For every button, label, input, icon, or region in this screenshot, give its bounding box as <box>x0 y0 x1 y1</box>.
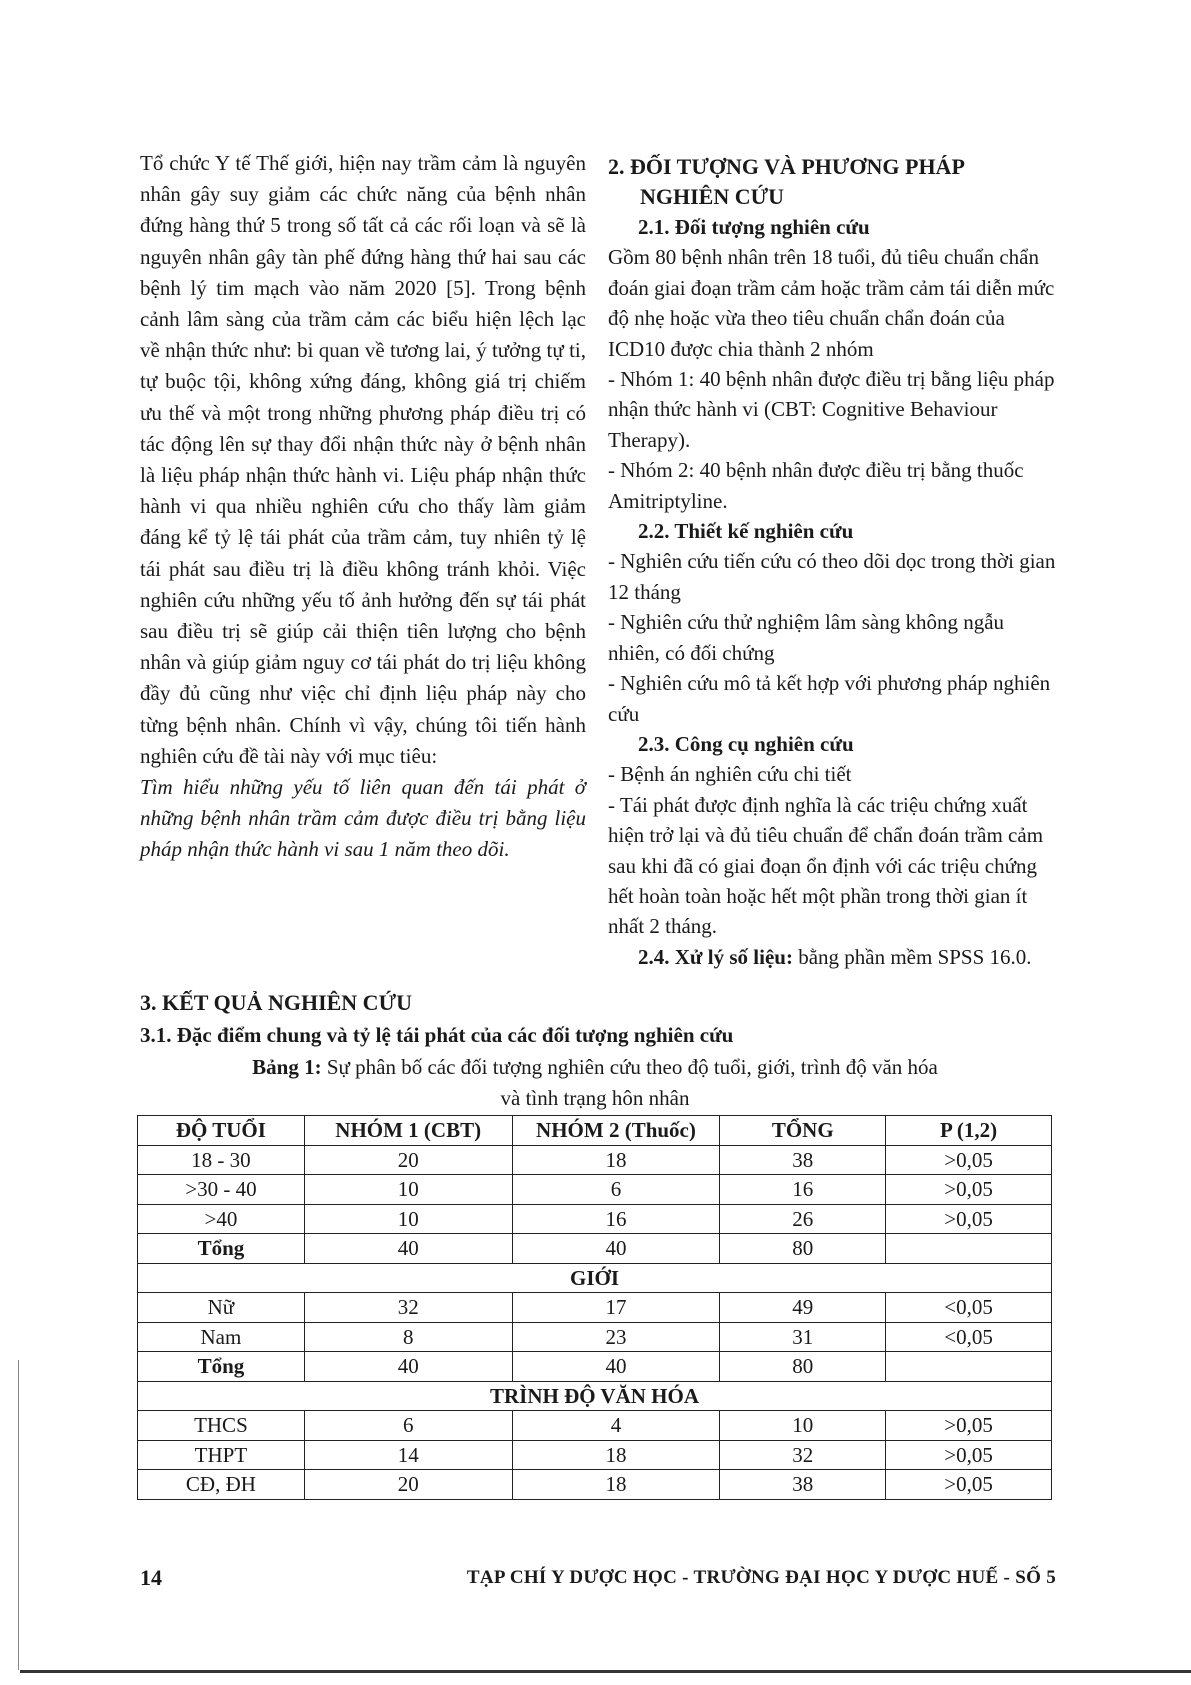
cell-p-value <box>886 1352 1052 1382</box>
cell-total: 32 <box>720 1440 886 1470</box>
section-2-title: 2. ĐỐI TƯỢNG VÀ PHƯƠNG PHÁP NGHIÊN CỨU <box>608 154 964 209</box>
design-item-1: - Nghiên cứu tiến cứu có theo dõi dọc trong thời gian 12 tháng <box>608 549 1056 604</box>
row-label: Tổng <box>138 1352 305 1382</box>
table-caption-line-1 <box>140 1052 1050 1083</box>
cell-p-value: >0,05 <box>886 1204 1052 1234</box>
cell-p-value: <0,05 <box>886 1322 1052 1352</box>
cell-total: 16 <box>720 1175 886 1205</box>
section-education: TRÌNH ĐỘ VĂN HÓA <box>138 1381 1052 1411</box>
row-label: THPT <box>138 1440 305 1470</box>
table-section-row <box>138 1263 1052 1293</box>
header-group-2: NHÓM 2 (Thuốc) <box>512 1116 720 1146</box>
cell-group-1: 8 <box>304 1322 512 1352</box>
subsection-2-1-body: Gồm 80 bệnh nhân trên 18 tuổi, đủ tiêu chuẩn chẩn đoán giai đoạn trầm cảm hoặc trầm cảm tái diễn mức độ nhẹ hoặc vừa theo tiêu chuẩn chẩn đoán của ICD10 được chia thành 2 nhóm <box>608 245 1055 361</box>
cell-group-1: 40 <box>304 1234 512 1264</box>
table-row <box>138 1293 1052 1323</box>
row-label: THCS <box>138 1411 305 1441</box>
table-caption-text: Sự phân bố các đối tượng nghiên cứu theo độ tuổi, giới, trình độ văn hóa <box>321 1055 938 1079</box>
cell-group-2: 4 <box>512 1411 720 1441</box>
row-label: >30 - 40 <box>138 1175 305 1205</box>
table-row <box>138 1322 1052 1352</box>
table-row <box>138 1411 1052 1441</box>
cell-group-2: 18 <box>512 1145 720 1175</box>
cell-group-1: 10 <box>304 1204 512 1234</box>
design-item-2: - Nghiên cứu thử nghiệm lâm sàng không ngẫu nhiên, có đối chứng <box>608 610 1005 665</box>
cell-group-1: 20 <box>304 1470 512 1500</box>
cell-group-2: 18 <box>512 1470 720 1500</box>
cell-total: 10 <box>720 1411 886 1441</box>
subsection-2-4-text: bằng phần mềm SPSS 16.0. <box>792 944 1032 969</box>
table-section-row <box>138 1381 1052 1411</box>
subsection-2-2-title: 2.2. Thiết kế nghiên cứu <box>638 519 854 544</box>
table-header-row <box>138 1116 1052 1146</box>
subsection-2-3-title: 2.3. Công cụ nghiên cứu <box>638 731 854 756</box>
cell-p-value: >0,05 <box>886 1440 1052 1470</box>
right-column <box>608 152 1056 972</box>
group-2-description: - Nhóm 2: 40 bệnh nhân được điều trị bằng thuốc Amitriptyline. <box>608 458 1024 513</box>
cell-group-1: 6 <box>304 1411 512 1441</box>
objective-paragraph: Tìm hiểu những yếu tố liên quan đến tái phát ở những bệnh nhân trầm cảm được điều trị bằng liệu pháp nhận thức hành vi sau 1 năm theo dõi. <box>140 775 586 862</box>
table-1-caption <box>140 1052 1050 1114</box>
cell-group-1: 10 <box>304 1175 512 1205</box>
design-item-3: - Nghiên cứu mô tả kết hợp với phương pháp nghiên cứu <box>608 671 1051 726</box>
cell-p-value: <0,05 <box>886 1293 1052 1323</box>
page-number: 14 <box>140 1565 162 1590</box>
header-age: ĐỘ TUỔI <box>138 1116 305 1146</box>
cell-p-value: >0,05 <box>886 1411 1052 1441</box>
table-row <box>138 1204 1052 1234</box>
row-label: >40 <box>138 1204 305 1234</box>
row-label: Nữ <box>138 1293 305 1323</box>
table-row-total <box>138 1352 1052 1382</box>
section-gender: GIỚI <box>138 1263 1052 1293</box>
intro-paragraph: Tổ chức Y tế Thế giới, hiện nay trầm cảm là nguyên nhân gây suy giảm các chức năng của bệnh nhân đứng hàng thứ 5 trong số tất cả các rối loạn và sẽ là nguyên nhân gây tàn phế đứng hàng thứ hai sau các bệnh lý tim mạch vào năm 2020 [5]. Trong bệnh cảnh lâm sàng của trầm cảm các biểu hiện lệch lạc về nhận thức như: bi quan về tương lai, ý tưởng tự ti, tự buộc tội, không xứng đáng, không giá trị chiếm ưu thế và một trong những phương pháp điều trị có tác động lên sự thay đổi nhận thức này ở bệnh nhân là liệu pháp nhận thức hành vi. Liệu pháp nhận thức hành vi qua nhiều nghiên cứu cho thấy làm giảm đáng kể tỷ lệ tái phát của trầm cảm, tuy nhiên tỷ lệ tái phát sau điều trị là điều không tránh khỏi. Việc nghiên cứu những yếu tố ảnh hưởng đến sự tái phát sau điều trị sẽ giúp cải thiện tiên lượng cho bệnh nhân và giúp giảm nguy cơ tái phát do trị liệu không đầy đủ cũng như việc chỉ định liệu pháp này cho từng bệnh nhân. Chính vì vậy, chúng tôi tiến hành nghiên cứu đề tài này với mục tiêu: <box>140 151 586 768</box>
row-label: 18 - 30 <box>138 1145 305 1175</box>
row-label: CĐ, ĐH <box>138 1470 305 1500</box>
table-row-total <box>138 1234 1052 1264</box>
table-caption-line-2: và tình trạng hôn nhân <box>500 1086 690 1110</box>
cell-group-2: 18 <box>512 1440 720 1470</box>
cell-group-2: 16 <box>512 1204 720 1234</box>
row-label: Tổng <box>138 1234 305 1264</box>
cell-total: 38 <box>720 1145 886 1175</box>
subsection-2-4-label: 2.4. Xử lý số liệu: <box>638 944 793 969</box>
cell-group-2: 23 <box>512 1322 720 1352</box>
cell-p-value: >0,05 <box>886 1145 1052 1175</box>
group-1-description: - Nhóm 1: 40 bệnh nhân được điều trị bằng liệu pháp nhận thức hành vi (CBT: Cognitive Behaviour Therapy). <box>608 367 1055 452</box>
cell-total: 80 <box>720 1234 886 1264</box>
cell-group-1: 14 <box>304 1440 512 1470</box>
tool-item-2: - Tái phát được định nghĩa là các triệu chứng xuất hiện trở lại và đủ tiêu chuẩn để chẩn đoán trầm cảm sau khi đã có giai đoạn ổn định với các triệu chứng hết hoàn toàn hoặc hết một phần trong thời gian ít nhất 2 tháng. <box>608 792 1044 939</box>
left-column <box>140 148 586 866</box>
table-row <box>138 1175 1052 1205</box>
cell-total: 31 <box>720 1322 886 1352</box>
tool-item-1: - Bệnh án nghiên cứu chi tiết <box>608 762 852 787</box>
header-p-value: P (1,2) <box>886 1116 1052 1146</box>
cell-group-2: 40 <box>512 1352 720 1382</box>
cell-group-2: 40 <box>512 1234 720 1264</box>
cell-total: 38 <box>720 1470 886 1500</box>
cell-group-1: 32 <box>304 1293 512 1323</box>
table-row <box>138 1440 1052 1470</box>
table-1 <box>137 1115 1052 1500</box>
table-row <box>138 1470 1052 1500</box>
cell-group-2: 17 <box>512 1293 720 1323</box>
cell-total: 80 <box>720 1352 886 1382</box>
cell-group-2: 6 <box>512 1175 720 1205</box>
cell-total: 26 <box>720 1204 886 1234</box>
header-total: TỔNG <box>720 1116 886 1146</box>
cell-total: 49 <box>720 1293 886 1323</box>
section-3-title: 3. KẾT QUẢ NGHIÊN CỨU <box>140 990 412 1015</box>
cell-p-value: >0,05 <box>886 1175 1052 1205</box>
cell-p-value: >0,05 <box>886 1470 1052 1500</box>
journal-title: TẠP CHÍ Y DƯỢC HỌC - TRƯỜNG ĐẠI HỌC Y DƯỢC HUẾ - SỐ 5 <box>466 1567 1056 1588</box>
row-label: Nam <box>138 1322 305 1352</box>
cell-group-1: 40 <box>304 1352 512 1382</box>
cell-p-value <box>886 1234 1052 1264</box>
header-group-1: NHÓM 1 (CBT) <box>304 1116 512 1146</box>
subsection-3-1-title: 3.1. Đặc điểm chung và tỷ lệ tái phát của các đối tượng nghiên cứu <box>140 1023 734 1047</box>
subsection-2-1-title: 2.1. Đối tượng nghiên cứu <box>638 215 870 239</box>
table-row <box>138 1145 1052 1175</box>
cell-group-1: 20 <box>304 1145 512 1175</box>
bottom-rule <box>20 1670 1191 1673</box>
subsection-2-4 <box>608 942 1056 972</box>
scan-edge-line <box>18 1360 19 1670</box>
table-caption-label: Bảng 1: <box>252 1055 322 1079</box>
